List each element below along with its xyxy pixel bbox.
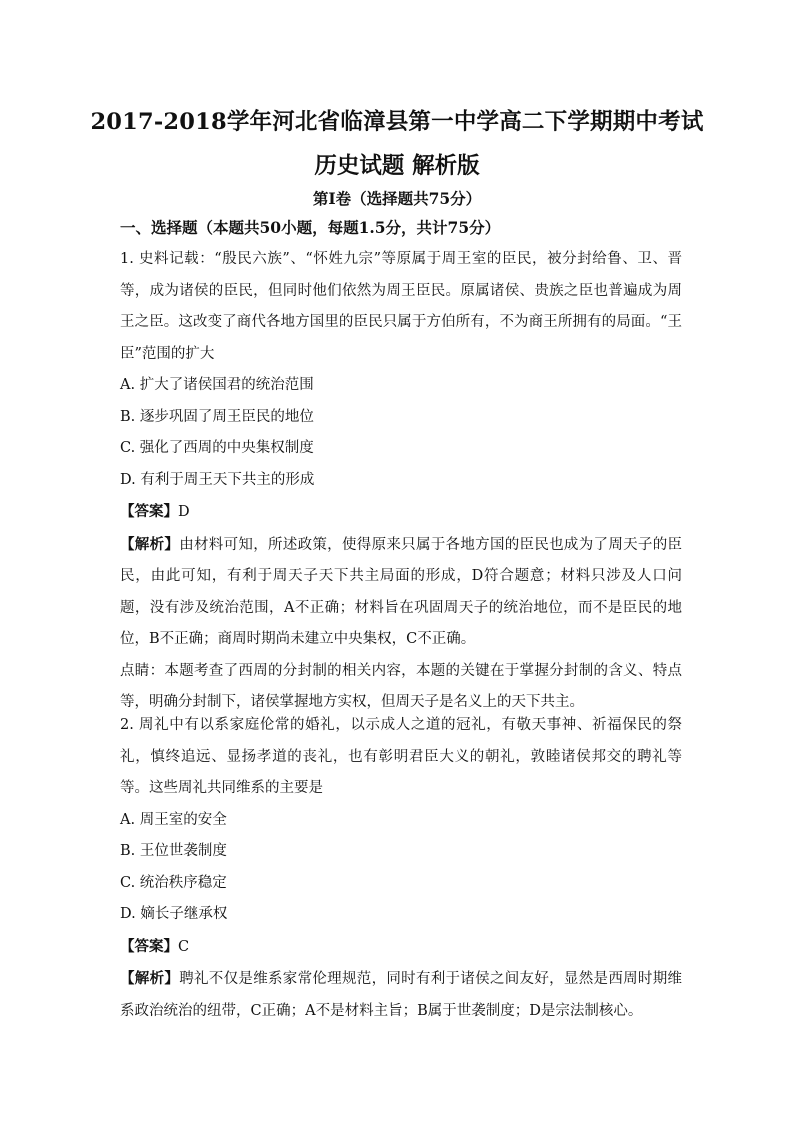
option-a: A. 扩大了诸侯国君的统治范围	[120, 377, 314, 393]
option-a: A. 周王室的安全	[120, 811, 227, 828]
document-subtitle: 历史试题 解析版	[314, 153, 480, 179]
section-heading: 一、选择题（本题共50小题，每题1.5分，共计75分）	[120, 218, 501, 237]
answer-line	[120, 931, 682, 964]
analysis-tag: 【解析】	[120, 535, 180, 553]
option-d: D. 嫡长子继承权	[120, 906, 228, 922]
question-stem: 2. 周礼中有以系家庭伦常的婚礼，以示成人之道的冠礼，有敬天事神、祈福保民的祭礼，慎终追远、显扬孝道的丧礼，也有彰明君臣大义的朝礼，敦睦诸侯邦交的聘礼等等。这些周礼共同维系的主要是	[120, 717, 682, 796]
note-tag: 点睛：	[120, 662, 165, 679]
question-1	[120, 244, 682, 719]
option-d: D. 有利于周王天下共主的形成	[120, 471, 315, 488]
option-c: C. 统治秩序稳定	[120, 874, 227, 891]
note-text: 本题考查了西周的分封制的相关内容，本题的关键在于掌握分封制的含义、特点等，明确分封制下，诸侯掌握地方实权，但周天子是名义上的天下共主。	[120, 662, 683, 710]
document-title: 2017-2018学年河北省临漳县第一中学高二下学期期中考试	[90, 109, 704, 135]
answer-tag: 【答案】	[120, 937, 178, 955]
answer-line	[120, 496, 682, 529]
option-b: B. 王位世袭制度	[120, 843, 227, 859]
question-stem: 1. 史料记载：“殷民六族”、“怀姓九宗”等原属于周王室的臣民，被分封给鲁、卫、晋等，成为诸侯的臣民，但同时他们依然为周王臣民。原属诸侯、贵族之臣也普遍成为周王之臣。这改变了商代各地方国里的臣民只属于方伯所有，不为商王所拥有的局面。“王臣”范围的扩大	[120, 251, 682, 362]
answer-value: C	[178, 938, 190, 955]
analysis-paragraph	[120, 529, 682, 656]
option-b: B. 逐步巩固了周王臣民的地位	[120, 408, 314, 425]
analysis-tag: 【解析】	[120, 970, 180, 987]
answer-value: D	[178, 504, 190, 520]
answer-tag: 【答案】	[120, 503, 178, 520]
analysis-text: 由材料可知，所述政策，使得原来只属于各地方国的臣民也成为了周天子的臣民，由此可知，有利于周天子天下共主局面的形成，D符合题意；材料只涉及人口问题，没有涉及统治范围，A不正确；材料旨在巩固周天子的统治地位，而不是臣民的地位，B不正确；商周时期尚未建立中央集权，C不正确。	[120, 536, 683, 647]
part-title: 第Ⅰ卷（选择题共75分）	[312, 189, 482, 208]
analysis-paragraph	[120, 963, 682, 1027]
analysis-text: 聘礼不仅是维系家常伦理规范，同时有利于诸侯之间友好，显然是西周时期维系政治统治的纽带，C正确；A不是材料主旨；B属于世袭制度；D是宗法制核心。	[120, 971, 683, 1019]
option-c: C. 强化了西周的中央集权制度	[120, 440, 314, 456]
question-2	[120, 710, 682, 1027]
